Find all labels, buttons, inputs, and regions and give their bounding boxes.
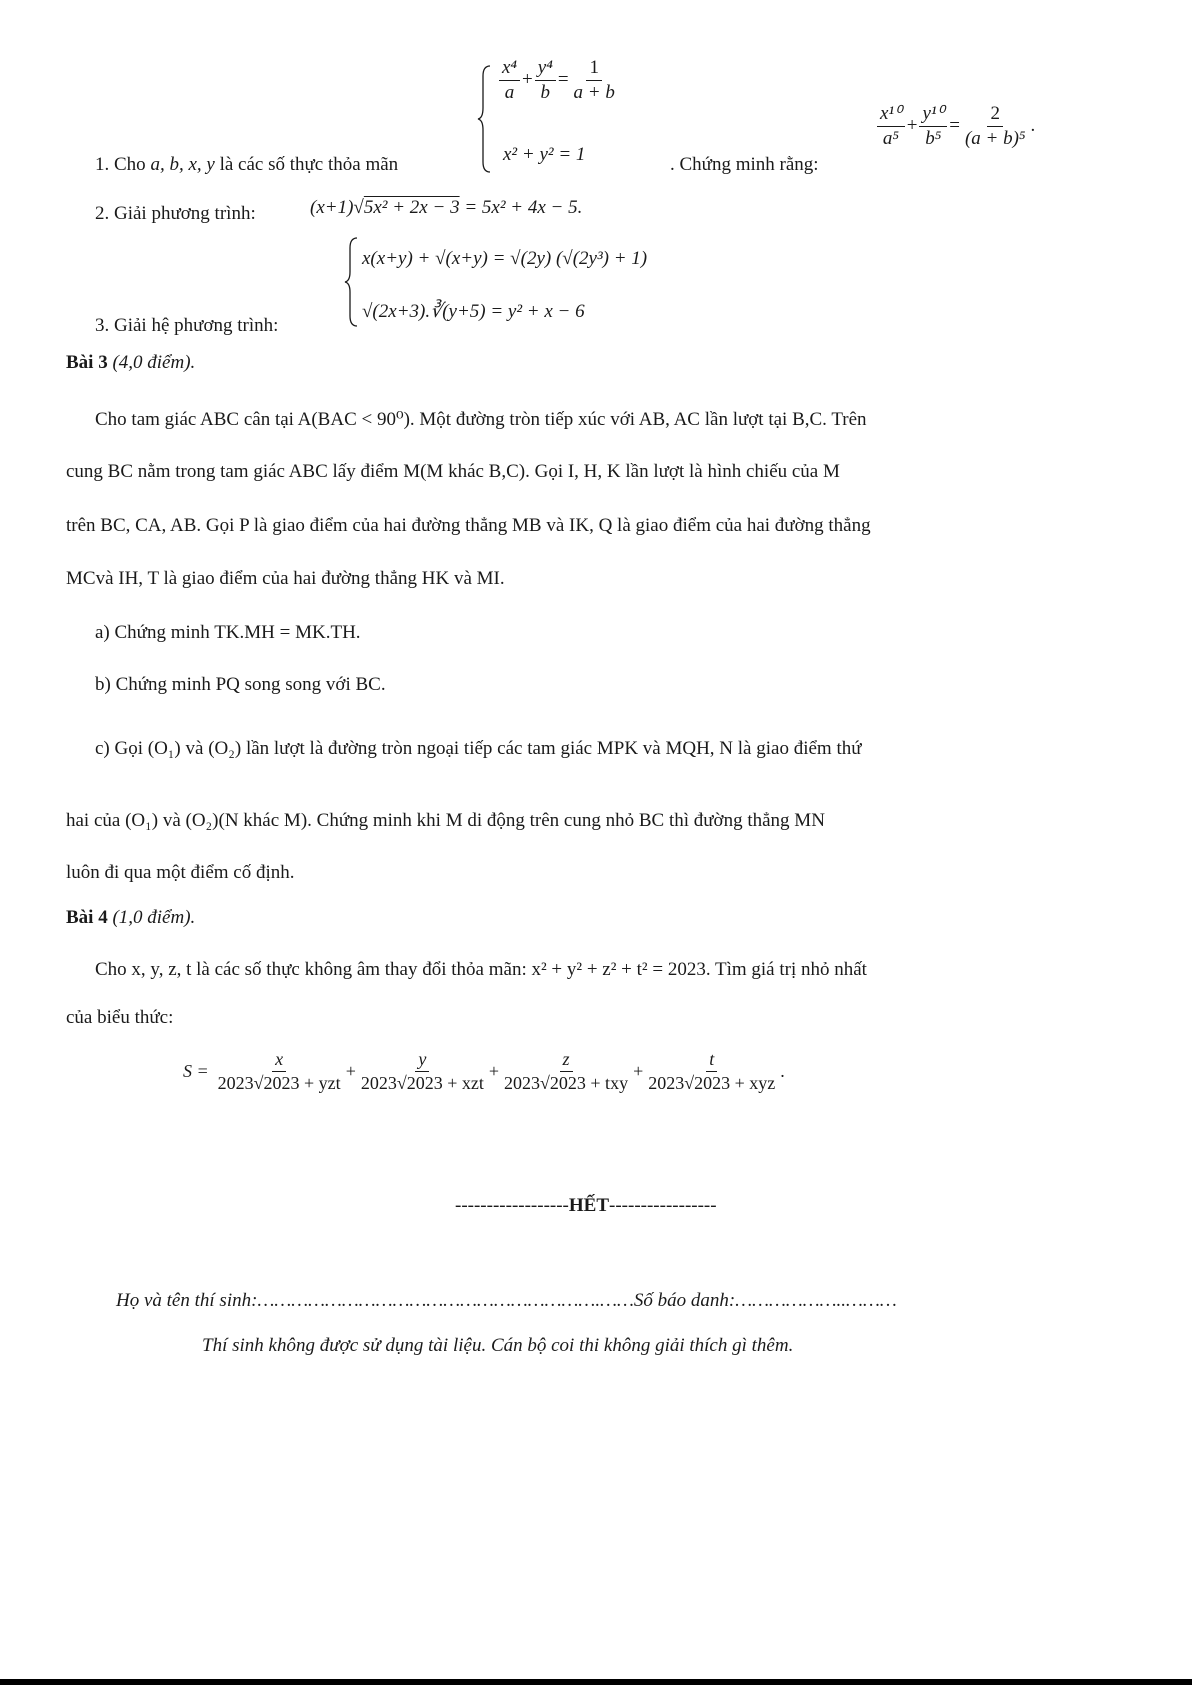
candidate-name-dots: …………………………………………………….…… [257, 1290, 634, 1311]
bai3-part-c-line2: hai của (O₁) và (O₂)(N khác M). Chứng minh khi M di động trên cung nhỏ BC thì đường thẳng MN [66, 810, 825, 831]
bai4-paragraph-line1: Cho x, y, z, t là các số thực không âm thay đổi thỏa mãn: x² + y² + z² + t² = 2023. Tìm giá trị nhỏ nhất [95, 959, 867, 980]
bai3-paragraph-line1: Cho tam giác ABC cân tại A(BAC < 90⁰). Một đường tròn tiếp xúc với AB, AC lần lượt tại B,C. Trên [95, 409, 867, 430]
q2-equation: (x+1)√5x² + 2x − 3 = 5x² + 4x − 5. [310, 197, 583, 218]
q1-lead: 1. Cho a, b, x, y là các số thực thỏa mãn [95, 154, 399, 175]
q1-system-line1: $\frac{\text{x⁴}}{a}$ + $\frac{\text{y⁴}}{b}$ = $\frac{1}{a + b}$ [497, 58, 620, 103]
bai3-paragraph-line4: MCvà IH, T là giao điểm của hai đường thẳng HK và MI. [66, 568, 505, 589]
bottom-border [0, 1679, 1192, 1685]
bai3-part-c-line1: c) Gọi (O₁) và (O₂) lần lượt là đường tròn ngoại tiếp các tam giác MPK và MQH, N là giao điểm thứ [95, 738, 862, 759]
q3-line2: √(2x+3).∛(y+5) = y² + x − 6 [362, 301, 585, 322]
bai4-heading: Bài 4 (1,0 điểm). [66, 907, 196, 928]
bai3-part-a: a) Chứng minh TK.MH = MK.TH. [95, 622, 361, 643]
bai3-part-c-line3: luôn đi qua một điểm cố định. [66, 862, 295, 883]
q1-goal-equation: $\frac{\text{x¹⁰}}{\text{a⁵}}$ + $\frac{\text{y¹⁰}}{\text{b⁵}}$ = $\frac{2}{\text{(a + b)⁵}}$ . [875, 104, 1035, 149]
candidate-number-label: Số báo danh: [633, 1290, 736, 1311]
left-brace-icon [477, 64, 493, 174]
left-brace-icon [344, 236, 360, 328]
q2-label: 2. Giải phương trình: [95, 203, 256, 224]
q1-prove-text: . Chứng minh rằng: [670, 154, 819, 175]
candidate-info-line [116, 1290, 897, 1312]
end-marker: ------------------HẾT----------------- [455, 1195, 717, 1216]
bai4-expression-s: S = $\frac{x}{\text{2023√2023 + yzt}}$ + $\frac{y}{\text{2023√2023 + xzt}}$ + $\frac{z}{\text{2023√2023 + txy}}$ + $\frac{t}{\text{2023√2023 + xyz}}$ . [183, 1049, 785, 1093]
bai3-paragraph-line2: cung BC nằm trong tam giác ABC lấy điểm M(M khác B,C). Gọi I, H, K lần lượt là hình chiếu của M [66, 461, 840, 482]
q3-line1: x(x+y) + √(x+y) = √(2y) (√(2y³) + 1) [362, 248, 648, 269]
exam-note: Thí sinh không được sử dụng tài liệu. Cán bộ coi thi không giải thích gì thêm. [202, 1335, 794, 1356]
bai3-part-b: b) Chứng minh PQ song song với BC. [95, 674, 386, 695]
candidate-name-label: Họ và tên thí sinh: [116, 1290, 258, 1311]
bai4-paragraph-line2: của biểu thức: [66, 1007, 174, 1028]
bai3-paragraph-line3: trên BC, CA, AB. Gọi P là giao điểm của hai đường thẳng MB và IK, Q là giao điểm của hai đường thẳng [66, 515, 871, 536]
candidate-number-dots: ………………..……… [735, 1290, 897, 1311]
q3-label: 3. Giải hệ phương trình: [95, 315, 279, 336]
q1-system-line2: x² + y² = 1 [503, 144, 586, 165]
bai3-heading: Bài 3 (4,0 điểm). [66, 352, 196, 373]
